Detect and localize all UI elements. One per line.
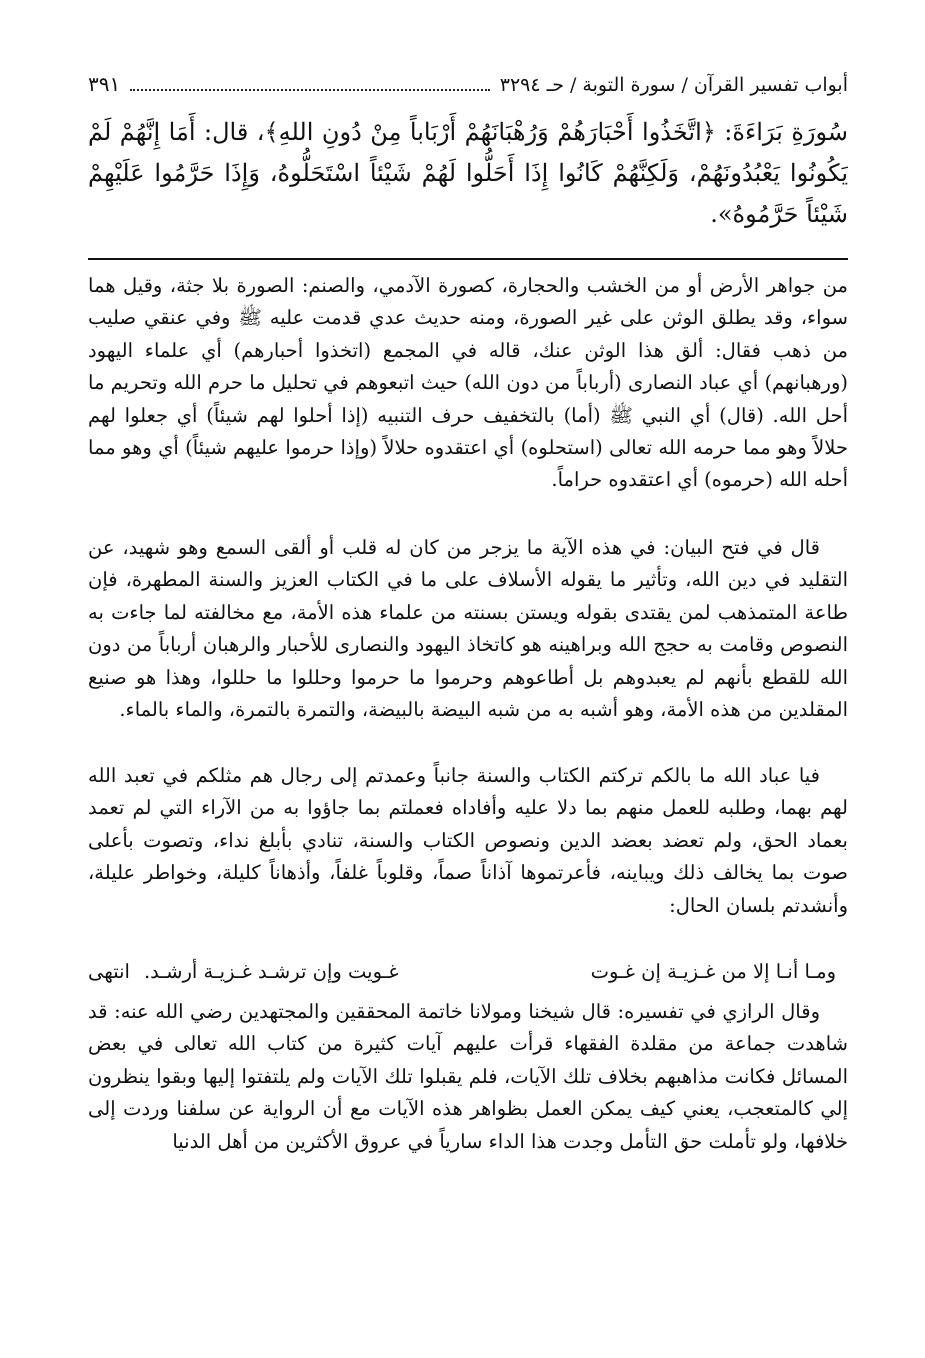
hadith-text: سُورَةِ بَرَاءَةَ: ﴿اتَّخَذُوا أَحْبَارَهُمْ وَرُهْبَانَهُمْ أَرْبَاباً مِنْ دُونِ اللهِ﴾، قال: أَمَا إِنَّهُمْ لَمْ يَكُونُوا يَعْبُدُونَهُمْ، وَلَكِنَّهُمْ كَانُوا إِذَا أَحَلُّوا لَهُمْ شَيْئاً اسْتَحَلُّوهُ، وَإِذَا حَرَّمُوا عَلَيْهِمْ شَيْئاً حَرَّمُوهُ». xyxy=(88,118,848,228)
verse-second-hemistich: غـويت وإن ترشـد غـزيـة أرشـد. xyxy=(143,960,399,983)
commentary-paragraph-2: قال في فتح البيان: في هذه الآية ما يزجر من كان له قلب أو ألقى السمع وهو شهيد، عن التقليد في دين الله، وتأثير ما يقوله الأسلاف على ما في الكتاب العزيز والسنة المطهرة، فإن طاعة المتمذهب لمن يقتدى بقوله ويستن بسنته من علماء هذه الأمة، مع مخالفته لما جاءت به النصوص وقامت به حجج الله وبراهينه هو كاتخاذ اليهود والنصارى للأحبار والرهبان أرباباً من دون الله للقطع بأنهم لم يعبدوهم بل أطاعوهم وحرموا ما حرموا وحللوا ما حللوا، وهذا هو صنيع المقلدين من هذه الأمة، وهو أشبه به من شبه البيضة بالبيضة، والتمرة بالتمرة، والماء بالماء. xyxy=(88,536,848,722)
commentary-paragraph-4: وقال الرازي في تفسيره: قال شيخنا ومولانا خاتمة المحققين والمجتهدين رضي الله عنه: قد شاهدت جماعة من مقلدة الفقهاء قرأت عليهم آيات كثيرة من كتاب الله تعالى في بعض المسائل فكانت مذاهبهم بخلاف تلك الآيات، فلم يقبلوا تلك الآيات ولم يلتفتوا إليها وبقوا ينظرون إلي كالمتعجب، يعني كيف يمكن العمل بظواهر هذه الآيات مع أن الرواية عن سلفنا وردت إلى خلافها، ولو تأملت حق التأمل وجدت هذا الداء سارياً في عروق الأكثرين من أهل الدنيا xyxy=(88,1000,848,1153)
poetry-verse xyxy=(88,956,848,996)
footnote-divider xyxy=(88,258,848,260)
commentary xyxy=(88,270,848,1192)
verse-first-hemistich: ومـا أنـا إلا من غـزيـة إن غـوت xyxy=(590,960,836,983)
running-title: أبواب تفسير القرآن / سورة التوبة / حـ ٣٢٩٤ xyxy=(499,74,848,96)
commentary-paragraph-3: فيا عباد الله ما بالكم تركتم الكتاب والسنة جانباً وعمدتم إلى رجال هم مثلكم في تعبد الله لهم بهما، وطلبه للعمل منهم بما دلا عليه وأفاداه فعملتم بما جاؤوا به من الآراء التي لم تعمد بعماد الحق، ولم تعضد بعضد الدين ونصوص الكتاب والسنة، تنادي بأبلغ نداء، وتصوت بأعلى صوت بما يخالف ذلك ويباينه، فأعرتموها آذاناً صماً، وقلوباً غلفاً، وأذهاناً كليلة، وخواطر عليلة، وأنشدتم بلسان الحال: xyxy=(88,764,848,917)
verse-gap xyxy=(399,956,591,996)
header-dot-leader xyxy=(130,88,490,91)
page-number: ٣٩١ xyxy=(88,72,121,96)
page-header xyxy=(88,70,848,110)
commentary-paragraph-1: من جواهر الأرض أو من الخشب والحجارة، كصورة الآدمي، والصنم: الصورة بلا جثة، وقيل هما سواء، وقد يطلق الوثن على غير الصورة، ومنه حديث عدي قدمت عليه ﷺ وفي عنقي صليب من ذهب فقال: ألق هذا الوثن عنك، قاله في المجمع (اتخذوا أحبارهم) أي علماء اليهود (ورهبانهم) أي عباد النصارى (أرباباً من دون الله) حيث اتبعوهم في تحليل ما حرم الله وتحريم ما أحل الله. (قال) أي النبي ﷺ (أما) بالتخفيف حرف التنبيه (إذا أحلوا لهم شيئاً) أي جعلوا لهم حلالاً وهو مما حرمه الله تعالى (استحلوه) أي اعتقدوه حلالاً (وإذا حرموا عليهم شيئاً) أي وهو مما أحله الله (حرموه) أي اعتقدوه حراماً. xyxy=(88,274,848,492)
book-page xyxy=(88,70,848,1192)
verse-closing-word: انتهى xyxy=(88,960,130,983)
